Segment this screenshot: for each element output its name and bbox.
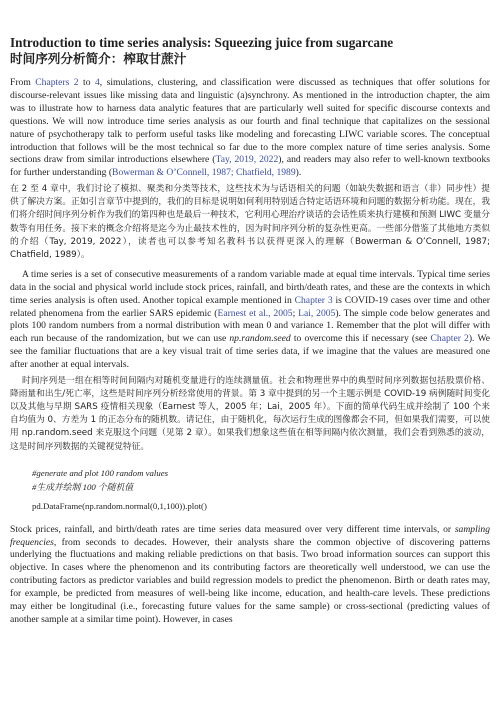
text-run: ), and readers may also refer to well-known textbooks for further understanding ( xyxy=(10,154,491,179)
text-run: to xyxy=(78,77,95,88)
code-block xyxy=(32,468,490,512)
link-chapter-2-ref[interactable]: Chapter 2 xyxy=(430,333,469,345)
paragraph-3-en xyxy=(10,524,490,627)
link-citation-lai[interactable]: Lai, 2005 xyxy=(298,307,336,319)
text-run: ). We see the familiar fluctuations that are a key visual trait of time series data, if we imagine that the values are measured one after another at equal intervals. xyxy=(10,333,490,371)
text-run: A time series is a set of consecutive measurements of a random variable made at equal time intervals. Typical time series data in the social and physical world include stock prices, rainfall, and birth/death rates, and these are the contexts in which time series analysis is often used. Another topical example mentioned in xyxy=(10,268,490,306)
text-run: From xyxy=(10,77,36,88)
text-run: is COVID-19 cases over time and other related phenomena from the earlier SARS epidemic ( xyxy=(10,294,490,319)
text-run: ; xyxy=(292,307,299,319)
link-citation-bowerman-chatfield[interactable]: Bowerman & O’Connell, 1987; Chatfield, 1989 xyxy=(112,167,296,179)
link-citation-tay[interactable]: Tay, 2019, 2022 xyxy=(215,154,279,166)
text-run: , from seconds to decades. However, their analysts share the common objective of discovering patterns underlying the fluctuations and making reliable predictions on that basis. Two broad information sources can support this objective. In cases where the phenomenon and its contributing factors are theoretically well understood, we can use the contributing factors as predictor variables and build regression models to predict the phenomenon. Birth or death rates may, for example, be predicted from measures of well-being like income, education, and health-care levels. These predictions may either be longitudinal (i.e., forecasting future values for the same sample) or cross-sectional (predicting values of another sample at a similar time point). However, in cases xyxy=(10,536,490,625)
text-run: to overcome this if necessary (see xyxy=(290,333,431,345)
chapter-title-zh: 时间序列分析简介：榨取甘蔗汁 xyxy=(10,51,187,66)
text-run: ). The simple code below generates and plots 100 random numbers from a normal distribution with mean 0 and variance 1. Remember that the plot will differ with each run because of the randomization, but we can use xyxy=(10,307,490,345)
inline-code-np-random-seed: np.random.seed xyxy=(229,333,291,345)
link-chapter-2[interactable]: Chapters 2 xyxy=(35,77,79,88)
paragraph-2-en xyxy=(10,269,490,372)
text-run: Stock prices, rainfall, and birth/death rates are time series data measured over very different time intervals, or xyxy=(10,523,455,535)
code-comment-en: #generate and plot 100 random values xyxy=(32,467,169,478)
term-sampling-frequencies: sampling frequencies xyxy=(10,523,490,548)
chapter-title-en: Introduction to time series analysis: Squeezing juice from sugarcane xyxy=(10,35,394,50)
link-citation-earnest[interactable]: Earnest et al., 2005 xyxy=(217,307,293,319)
paragraph-2-zh: 时间序列是一组在相等时间间隔内对随机变量进行的连续测量值。社会和物理世界中的典型时间序列数据包括股票价格、降雨量和出生/死亡率，这些是时间序列分析经常使用的背景。第 3 章中提到的另一个主题示例是 COVID-19 病例随时间变化以及其他与早期 SARS 疫情相关现象（Earnest 等人，2005 年；Lai，2005 年）。下面的简单代码生成并绘制了 100 个来自均值为 0、方差为 1 的正态分布的随机数。请记住，由于随机化，每次运行生成的图像都会不同，但如果我们需要，可以使用 np.random.seed 来克服这个问题（见第 2 章）。如果我们想象这些值在相等间隔内依次测量，我们会看到熟悉的波动，这是时间序列数据的关键视觉特征。 xyxy=(10,376,490,452)
text-run: ). xyxy=(295,167,302,179)
code-comment-zh: #生成并绘制 100 个随机值 xyxy=(32,481,134,492)
link-chapter-4[interactable]: 4 xyxy=(94,77,100,88)
code-statement: pd.DataFrame(np.random.normal(0,1,100)).plot() xyxy=(32,500,207,511)
text-run: , simulations, clustering, and classification were discussed as techniques that offer solutions for discourse-relevant issues like missing data and linguistic (a)synchrony. As mentioned in the introduction chapter, the aim was to illustrate how to harness data analytic features that are particularly well suited for specific discourse contexts and questions. We will now introduce time series analysis as our fourth and final technique that capitalizes on the sessional nature of psychotherapy talk to perform useful tasks like modeling and forecasting LIWC variable scores. The conceptual introduction that follows will be the most technical so far due to the more complex nature of time series analysis. Some sections draw from similar introductions elsewhere ( xyxy=(10,77,490,166)
paragraph-1-zh: 在 2 至 4 章中，我们讨论了模拟、聚类和分类等技术，这些技术为与话语相关的问题（如缺失数据和语言（非）同步性）提供了解决方案。正如引言章节中提到的，我们的目标是说明如何利用特别适合特定话语环境和问题的数据分析功能。现在，我们将介绍时间序列分析作为我们的第四种也是最后一种技术，它利用心理治疗谈话的会话性质来执行建模和预测 LIWC 变量分数等有用任务。接下来的概念介绍将是迄今为止最技术性的，因为时间序列分析的复杂性更高。一些部分借鉴了其他地方类似的介绍（Tay, 2019, 2022），读者也可以参考知名教科书以获得更深入的理解（Bowerman & O’Connell, 1987; Chatfield, 1989）。 xyxy=(10,184,490,260)
link-chapter-3[interactable]: Chapter 3 xyxy=(294,294,333,306)
paragraph-1-en xyxy=(10,77,490,180)
